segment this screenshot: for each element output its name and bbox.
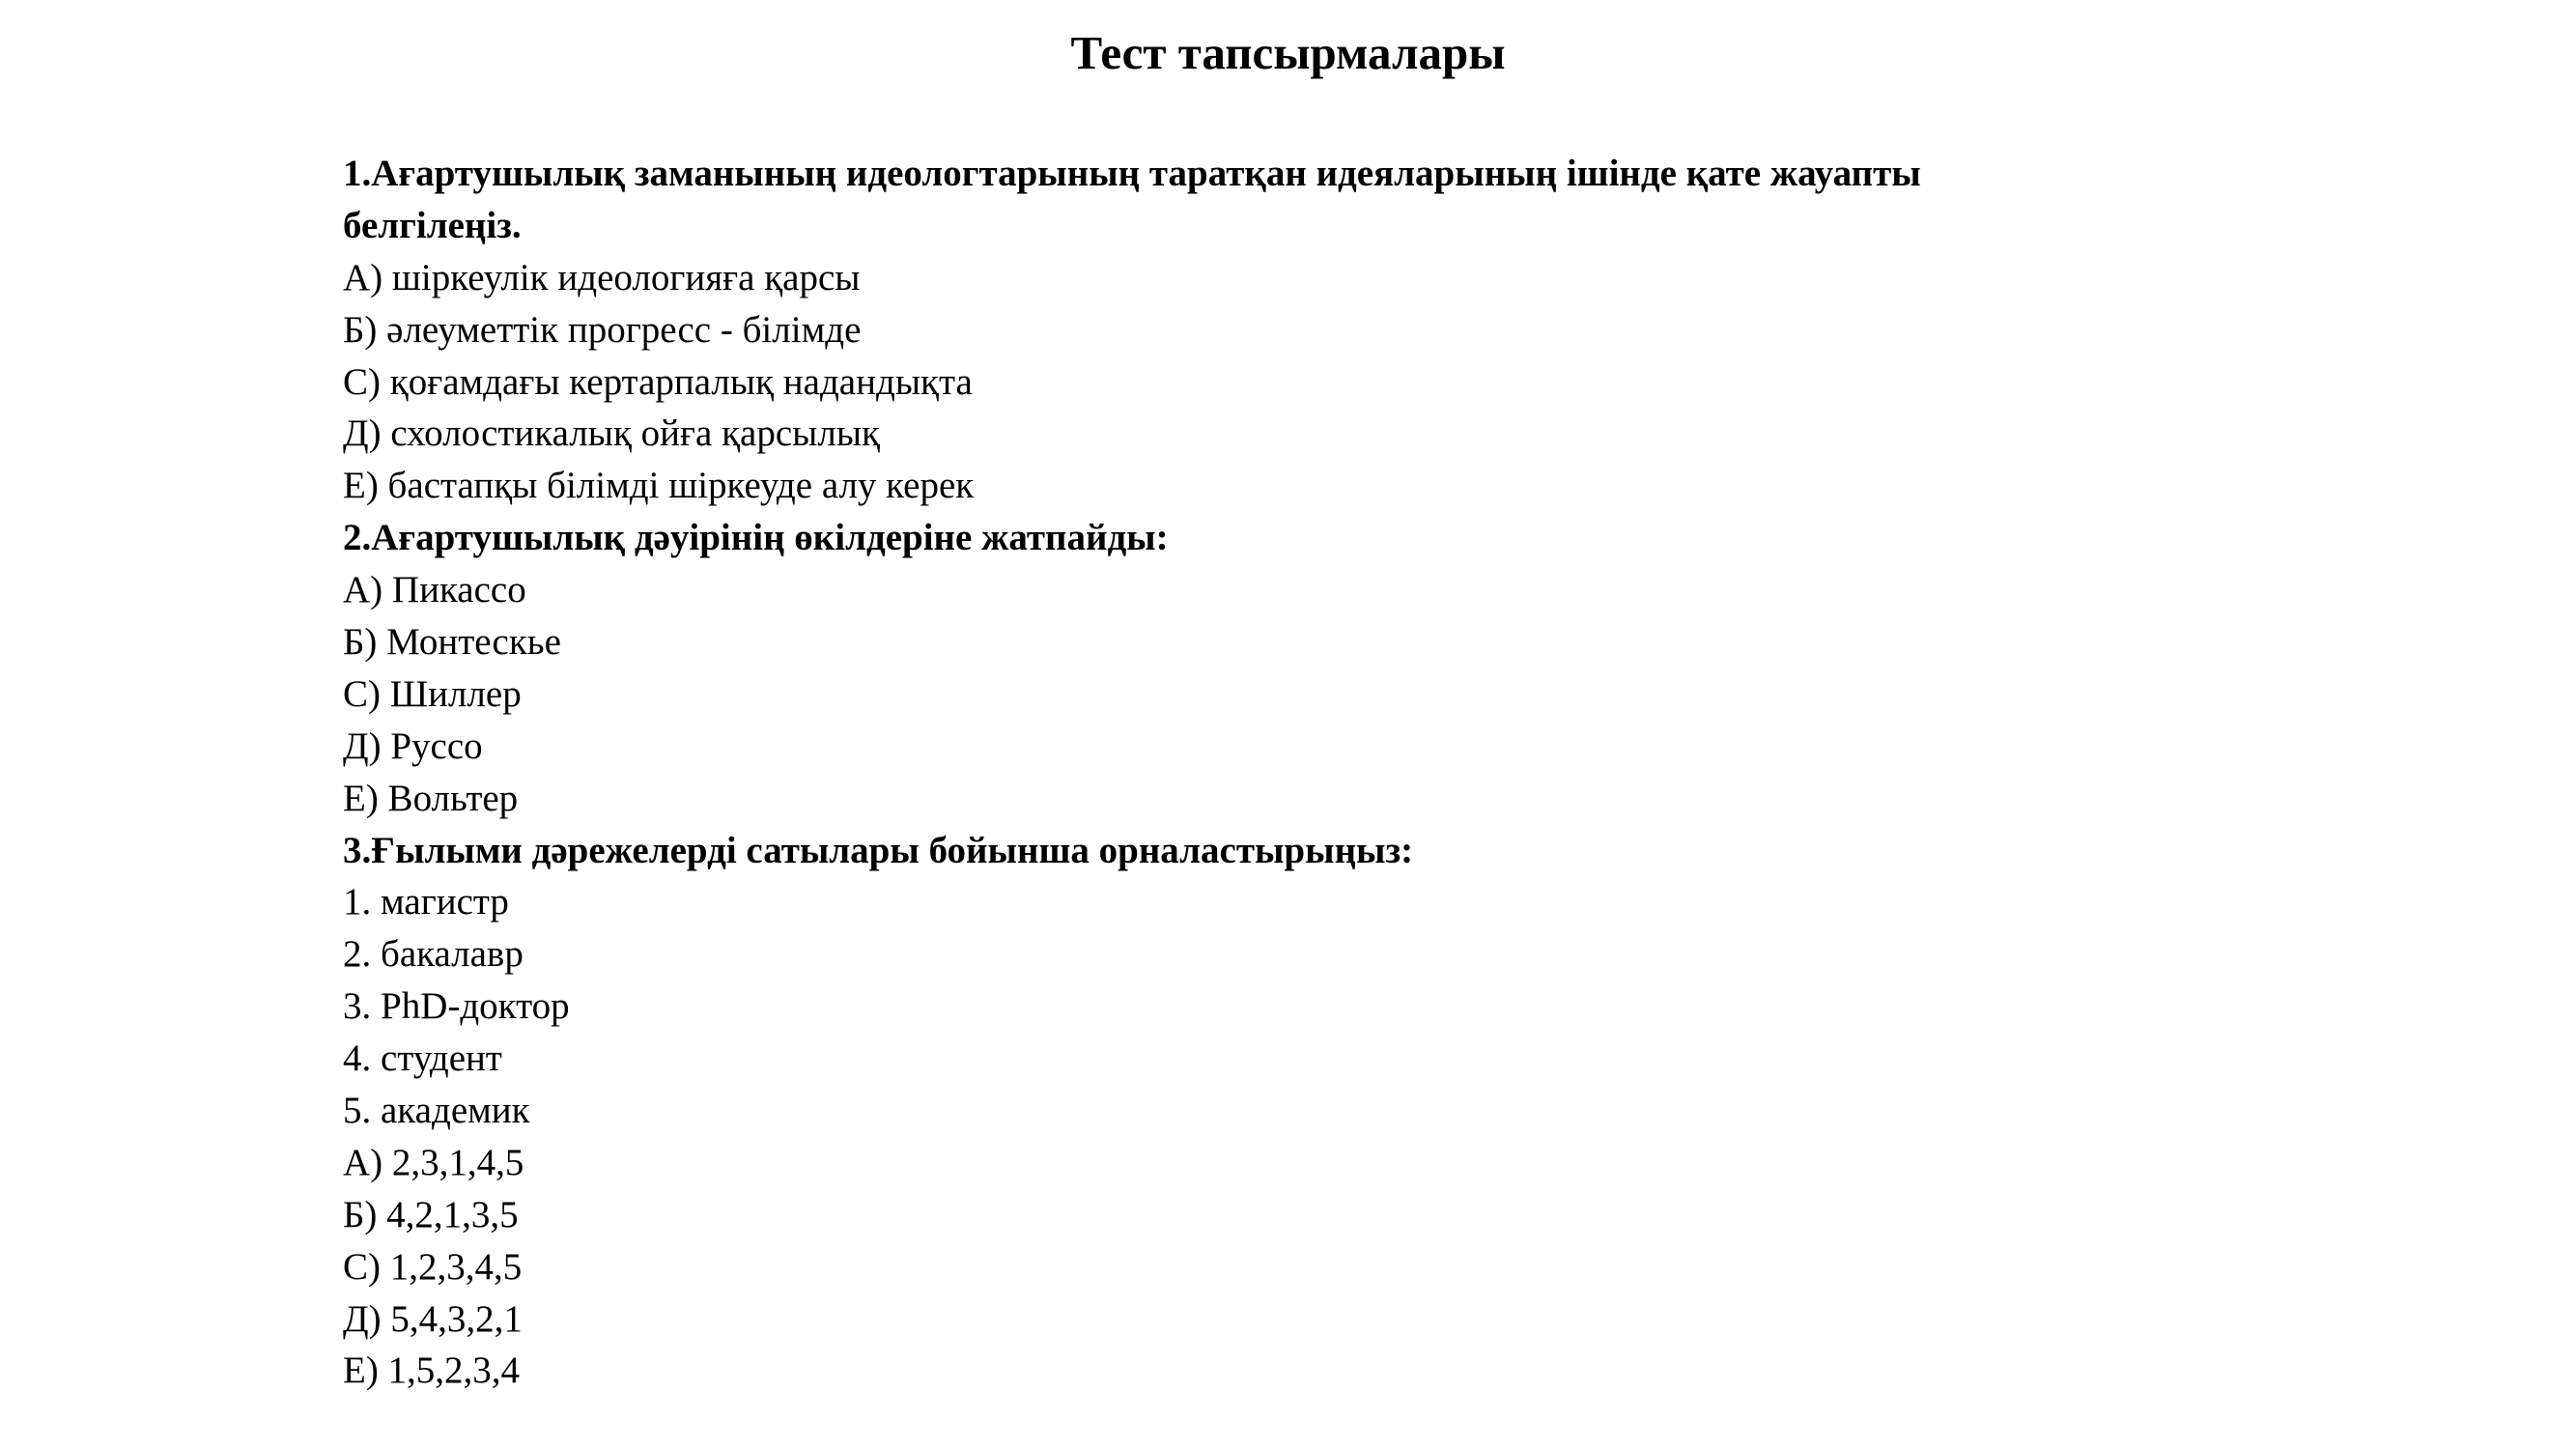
question-1 [343,148,2275,512]
question-text: 1.Ағартушылық заманының идеологтарының таратқан идеяларының ішінде қате жауапты [343,153,1921,194]
answer-option: Е) Вольтер [343,777,519,819]
test-content [343,148,2275,1397]
question-text: 2.Ағартушылық дәуірінің өкілдеріне жатпайды: [343,517,1169,559]
answer-option: С) қоғамдағы кертарпалық надандықта [343,360,973,403]
answer-option: Д) 5,4,3,2,1 [343,1297,523,1340]
answer-option: А) 2,3,1,4,5 [343,1141,524,1183]
page-title: Тест тапсырмалары [1070,26,1506,79]
answer-option: Д) Руссо [343,724,483,767]
answer-option: Б) әлеуметтік прогресс - білімде [343,308,862,351]
list-item: 1. магистр [343,881,509,923]
answer-option: Е) бастапқы білімді шіркеуде алу керек [343,465,975,507]
answer-option: Е) 1,5,2,3,4 [343,1350,521,1392]
list-item: 5. академик [343,1090,530,1132]
answer-option: А) шіркеулік идеологияға қарсы [343,256,861,298]
question-3 [343,825,2275,1398]
answer-option: С) 1,2,3,4,5 [343,1245,523,1288]
answer-option: Б) Монтескье [343,621,561,664]
question-text: белгілеңіз. [343,204,522,246]
answer-option: Д) схолостикалық ойға қарсылық [343,412,880,455]
answer-option: С) Шиллер [343,672,522,715]
question-2 [343,512,2275,824]
question-text: 3.Ғылыми дәрежелерді сатылары бойынша орналастырыңыз: [343,829,1414,871]
list-item: 3. PhD-доктор [343,985,570,1028]
answer-option: А) Пикассо [343,569,526,611]
list-item: 4. студент [343,1037,502,1080]
answer-option: Б) 4,2,1,3,5 [343,1193,519,1236]
list-item: 2. бакалавр [343,933,524,976]
